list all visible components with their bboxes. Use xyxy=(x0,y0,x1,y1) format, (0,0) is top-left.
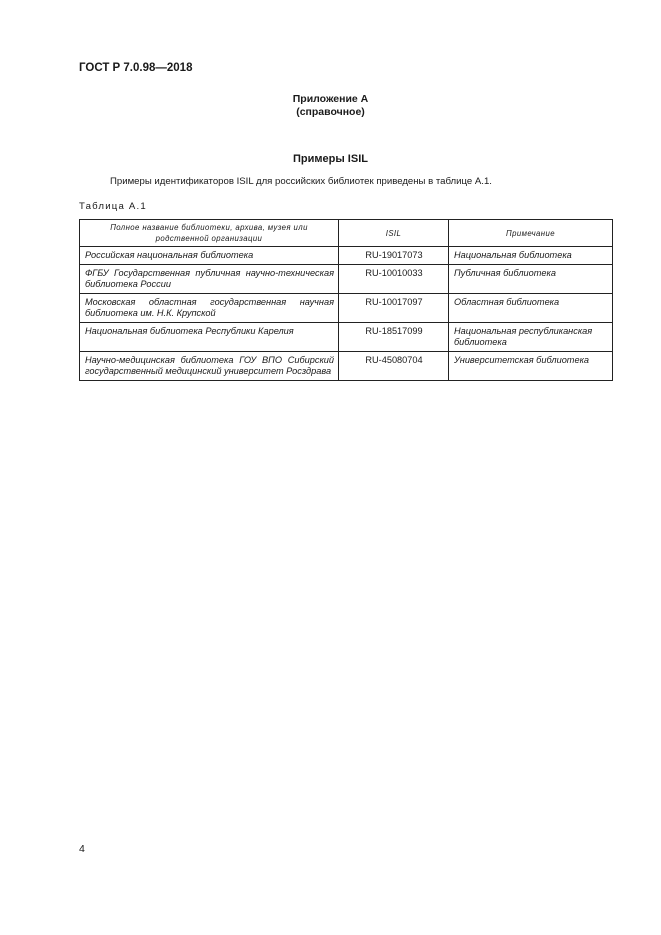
table-row xyxy=(80,294,613,323)
cell-isil: RU-45080704 xyxy=(339,352,449,381)
annex-subtitle: (справочное) xyxy=(296,106,365,118)
table-row xyxy=(80,265,613,294)
cell-name: Московская областная государственная научная библиотека им. Н.К. Крупской xyxy=(80,294,339,323)
header-note: Примечание xyxy=(449,220,613,247)
cell-note: Национальная библиотека xyxy=(449,247,613,265)
cell-name: ФГБУ Государственная публичная научно-техническая библиотека России xyxy=(80,265,339,294)
header-name: Полное название библиотеки, архива, музея или родственной организации xyxy=(80,220,339,247)
cell-isil: RU-19017073 xyxy=(339,247,449,265)
header-isil: ISIL xyxy=(339,220,449,247)
cell-note: Публичная библиотека xyxy=(449,265,613,294)
table-caption: Таблица А.1 xyxy=(79,201,147,212)
page-number: 4 xyxy=(79,843,85,855)
cell-note: Национальная республиканская библиотека xyxy=(449,323,613,352)
document-code: ГОСТ Р 7.0.98—2018 xyxy=(79,62,193,74)
cell-name: Национальная библиотека Республики Карелия xyxy=(80,323,339,352)
cell-note: Областная библиотека xyxy=(449,294,613,323)
intro-paragraph: Примеры идентификаторов ISIL для российских библиотек приведены в таблице А.1. xyxy=(110,176,492,187)
table-row xyxy=(80,352,613,381)
cell-isil: RU-10010033 xyxy=(339,265,449,294)
table-header-row xyxy=(80,220,613,247)
table-row xyxy=(80,323,613,352)
cell-isil: RU-10017097 xyxy=(339,294,449,323)
table-row xyxy=(80,247,613,265)
cell-isil: RU-18517099 xyxy=(339,323,449,352)
isil-table xyxy=(79,219,613,381)
annex-title: Приложение А xyxy=(292,93,369,105)
cell-note: Университетская библиотека xyxy=(449,352,613,381)
cell-name: Российская национальная библиотека xyxy=(80,247,339,265)
section-title: Примеры ISIL xyxy=(293,153,368,165)
annex-heading xyxy=(0,93,661,119)
cell-name: Научно-медицинская библиотека ГОУ ВПО Сибирский государственный медицинский университет Росздрава xyxy=(80,352,339,381)
